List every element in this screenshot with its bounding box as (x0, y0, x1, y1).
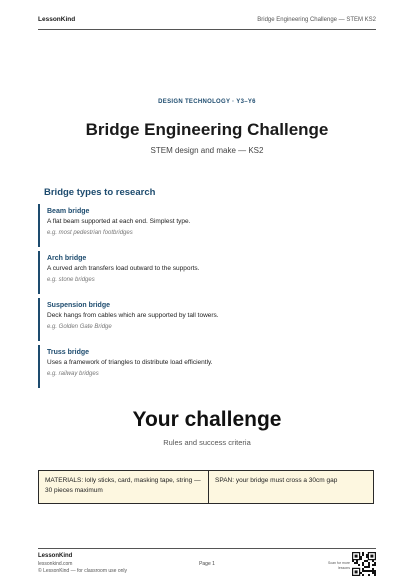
bridge-types-heading: Bridge types to research (44, 187, 156, 198)
challenge-subtitle: Rules and success criteria (163, 438, 251, 447)
bridge-type-description: Deck hangs from cables which are supported by tall towers. (47, 312, 219, 319)
rule-materials: MATERIALS: lolly sticks, card, masking tape, string — 30 pieces maximum (39, 471, 209, 503)
bridge-type-name: Suspension bridge (47, 302, 111, 309)
scan-prompt: Scan for more lessons (328, 561, 350, 570)
bridge-type-description: A flat beam supported at each end. Simplest type. (47, 218, 191, 225)
bridge-type-example: e.g. most pedestrian footbridges (47, 230, 133, 236)
footer-copyright: © LessonKind — for classroom use only (38, 568, 128, 574)
subject-eyebrow: DESIGN TECHNOLOGY · Y3–Y6 (158, 99, 256, 105)
challenge-title: Your challenge (132, 408, 282, 431)
footer-url[interactable]: lessonkind.com (38, 561, 73, 567)
qr-code-icon[interactable] (352, 552, 376, 576)
bridge-type-card (38, 345, 374, 388)
rule-span: SPAN: your bridge must cross a 30cm gap (215, 477, 338, 484)
bridge-type-card (38, 251, 374, 294)
bridge-type-card (38, 298, 374, 341)
bridge-type-description: A curved arch transfers load outward to the supports. (47, 265, 200, 272)
page-subtitle: STEM design and make — KS2 (150, 146, 264, 155)
page-footer (38, 548, 376, 576)
page-title: Bridge Engineering Challenge (85, 120, 329, 139)
page-number: Page 1 (199, 561, 215, 567)
footer-brand: LessonKind (38, 553, 73, 559)
bridge-types-list (38, 204, 374, 392)
bridge-type-name: Beam bridge (47, 208, 90, 215)
header-title: Bridge Engineering Challenge — STEM KS2 (257, 16, 376, 23)
header-brand[interactable]: LessonKind (38, 16, 76, 23)
bridge-type-example: e.g. stone bridges (47, 277, 95, 283)
page-header (38, 14, 376, 30)
bridge-type-name: Truss bridge (47, 349, 90, 356)
bridge-type-description: Uses a framework of triangles to distribute load efficiently. (47, 359, 213, 366)
bridge-type-example: e.g. Golden Gate Bridge (47, 324, 112, 330)
rules-table (38, 470, 374, 504)
bridge-type-example: e.g. railway bridges (47, 371, 99, 377)
bridge-type-card (38, 204, 374, 247)
bridge-type-name: Arch bridge (47, 255, 87, 262)
